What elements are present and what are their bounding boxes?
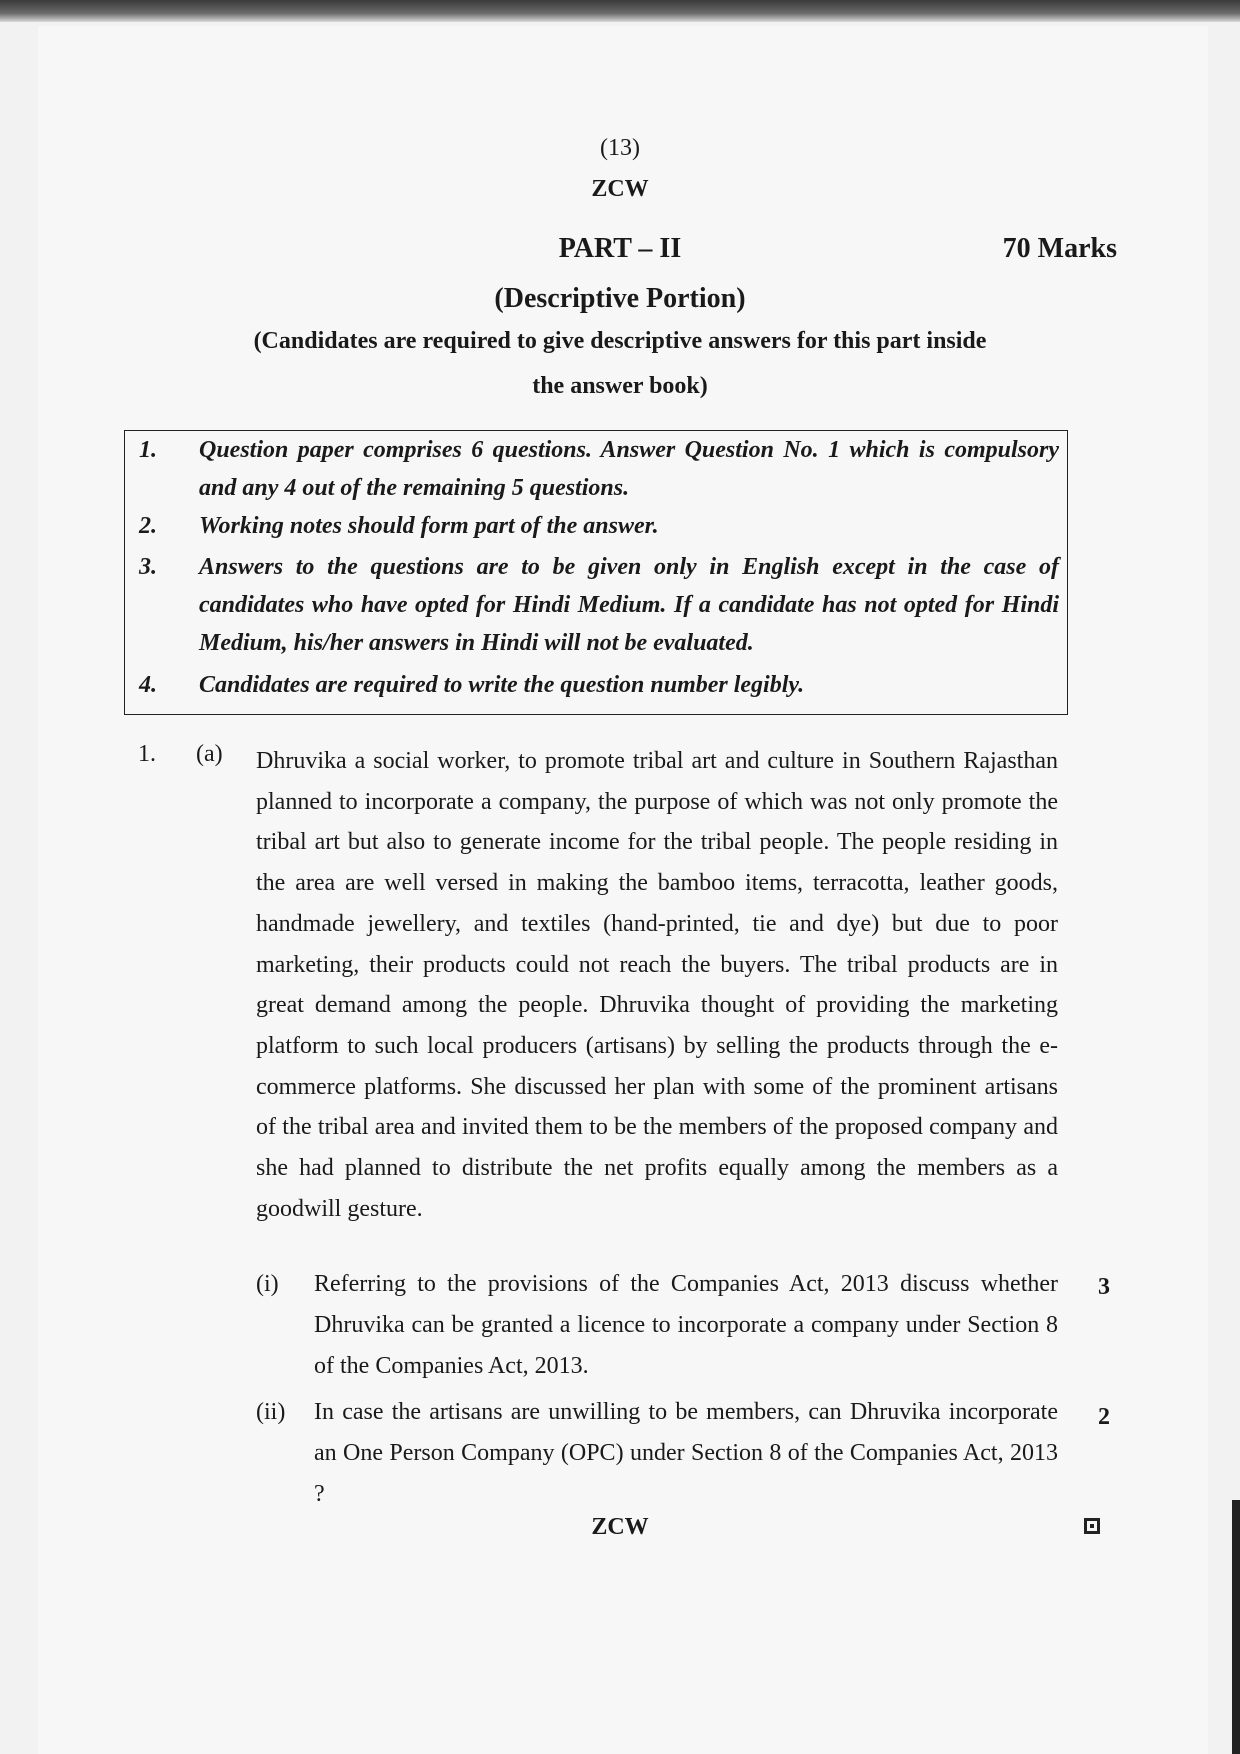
total-marks: 70 Marks: [1002, 233, 1117, 264]
page-end-square-icon: [1084, 1518, 1100, 1534]
subpart-label: (i): [256, 1271, 279, 1297]
paper-code-bottom: ZCW: [591, 1514, 649, 1540]
subpart-text: Referring to the provisions of the Companies Act, 2013 discuss whether Dhruvika can be granted a licence to incorporate a company under Section 8 of the Companies Act, 2013.: [314, 1271, 1058, 1379]
subpart-text: In case the artisans are unwilling to be members, can Dhruvika incorporate an One Person Company (OPC) under Section 8 of the Companies Act, 2013 ?: [314, 1399, 1058, 1507]
instruction-text: Answers to the questions are to be given only in English except in the case of candidates who have opted for Hindi Medium. If a candidate has not opted for Hindi Medium, his/her answers in Hindi will not be evaluated.: [199, 554, 1059, 656]
instruction-number: 2.: [139, 513, 157, 539]
instruction-number: 4.: [139, 672, 157, 698]
instruction-text: Working notes should form part of the answer.: [199, 513, 659, 539]
instruction-text: Candidates are required to write the question number legibly.: [199, 672, 805, 698]
question-text: Dhruvika a social worker, to promote tribal art and culture in Southern Rajasthan planned to incorporate a company, the purpose of which was not only promote the tribal art but also to generate income for the tribal people. The people residing in the area are well versed in making the bamboo items, terracotta, leather goods, handmade jewellery, and textiles (hand-printed, tie and dye) but due to poor marketing, their products could not reach the buyers. The tribal products are in great demand among the people. Dhruvika thought of providing the marketing platform to such local producers (artisans) by selling the products through the e-commerce platforms. She discussed her plan with some of the prominent artisans of the tribal area and invited them to be the members of the proposed company and she had planned to distribute the net profits equally among the members as a goodwill gesture.: [256, 748, 1058, 1222]
scan-edge-top: [0, 0, 1240, 22]
question-part-label: (a): [196, 741, 223, 767]
answer-note-line-2: the answer book): [532, 373, 708, 399]
paper-code-top: ZCW: [591, 176, 649, 202]
answer-note-line-1: (Candidates are required to give descriptive answers for this part inside: [253, 328, 987, 354]
subpart-marks: 3: [1098, 1274, 1110, 1300]
instruction-number: 3.: [139, 554, 157, 580]
question-number: 1.: [138, 741, 156, 767]
section-subtitle: (Descriptive Portion): [494, 283, 746, 314]
instruction-text: Question paper comprises 6 questions. Answer Question No. 1 which is compulsory and any 4 out of the remaining 5 questions.: [199, 437, 1059, 501]
instructions-box: [124, 430, 1068, 715]
part-title: PART – II: [558, 233, 682, 264]
page-number: (13): [600, 135, 640, 161]
subpart-marks: 2: [1098, 1404, 1110, 1430]
subpart-label: (ii): [256, 1399, 286, 1425]
instruction-number: 1.: [139, 437, 157, 463]
